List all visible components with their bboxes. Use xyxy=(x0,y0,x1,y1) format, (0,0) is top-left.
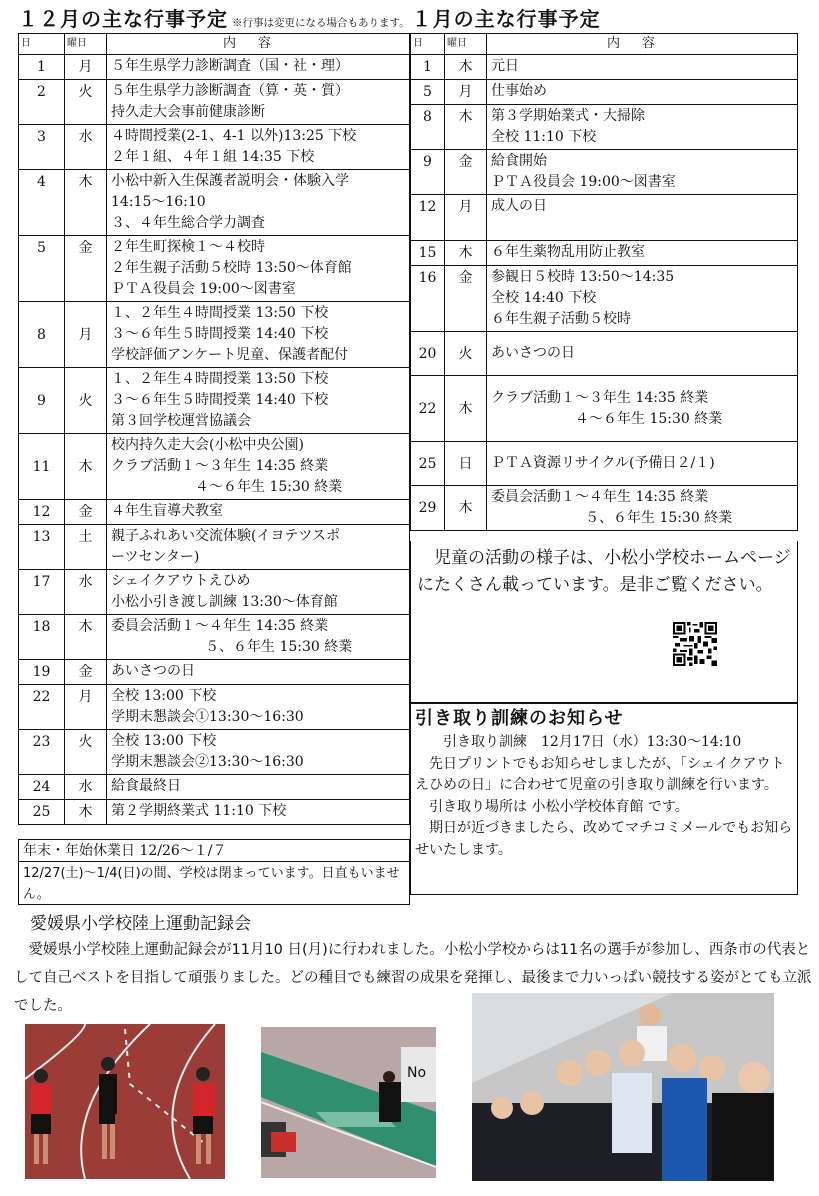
table-row: 12 金 ４年生盲導犬教室 xyxy=(19,500,410,525)
table-row: 8 月 １、２年生４時間授業 13:50 下校 ３〜６年生５時間授業 14:40 下校 学校評価アンケート児童、保護者配付 xyxy=(19,302,410,368)
table-row: 12 月 成人の日 xyxy=(411,195,798,241)
table-row: 16 金 参観日５校時 13:50〜14:35 全校 14:40 下校 ６年生親子活動５校時 xyxy=(411,266,798,332)
table-row: 5 月 仕事始め xyxy=(411,80,798,105)
table-row: 4 木 小松中新入生保護者説明会・体験入学 14:15〜16:10 ３、４年生総合学力調査 xyxy=(19,170,410,236)
homepage-notice-text: 児童の活動の様子は、小松小学校ホームページにたくさん載っています。是非ご覧ください。 xyxy=(417,548,791,595)
table-row: 13 土 親子ふれあい交流体験(イヨテツスポ ーツセンター) xyxy=(19,525,410,570)
table-row: 8 木 第３学期始業式・大掃除 全校 11:10 下校 xyxy=(411,105,798,150)
table-row: 24 水 給食最終日 xyxy=(19,775,410,800)
pickup-training-notice xyxy=(410,703,798,895)
page-header xyxy=(18,6,601,32)
athletics-body: 愛媛県小学校陸上運動記録会が11月10 日(月)に行われました。小松小学校からは11名の選手が参加し、西条市の代表として自己ベストを目指して頑張りました。どの種目でも練習の成果を発揮し、最後まで力いっぱい競技する姿がとても立派でした。 xyxy=(14,942,812,1014)
table-row: 1 月 ５年生県学力診断調査（国・社・理） xyxy=(19,55,410,80)
table-row: 2 火 ５年生県学力診断調査（算・英・質） 持久走大会事前健康診断 xyxy=(19,80,410,125)
table-row: 25 木 第２学期終業式 11:10 下校 xyxy=(19,800,410,825)
holiday-note: 年末・年始休業日 12/26〜１/７ xyxy=(18,839,410,862)
header-weekday: 曜日 xyxy=(65,34,107,55)
header-content: 内容 xyxy=(107,34,410,55)
table-header-row xyxy=(19,34,410,55)
table-row: 17 水 シェイクアウトえひめ 小松小引き渡し訓練 13:30〜体育館 xyxy=(19,570,410,615)
table-row: 9 火 １、２年生４時間授業 13:50 下校 ３〜６年生５時間授業 14:40 下校 第３回学校運営協議会 xyxy=(19,368,410,434)
photo-track-race-start xyxy=(25,1024,225,1179)
photo-team-group xyxy=(472,993,774,1181)
january-title: １月の主な行事予定 xyxy=(411,7,601,31)
table-row: 23 火 全校 13:00 下校 学期末懇談会②13:30〜16:30 xyxy=(19,730,410,775)
qr-code-icon[interactable] xyxy=(673,609,717,679)
table-row: 25 日 ＰＴＡ資源リサイクル(予備日２/１) xyxy=(411,442,798,486)
table-row: 20 火 あいさつの日 xyxy=(411,332,798,376)
athletics-title: 愛媛県小学校陸上運動記録会 xyxy=(30,914,251,934)
pickup-paragraph-3: 期日が近づきましたら、改めてマチコミメールでもお知らせいたします。 xyxy=(415,820,793,858)
table-row: 19 金 あいさつの日 xyxy=(19,660,410,685)
header-day: 日 xyxy=(19,34,65,55)
table-row: 3 水 ４時間授業(2-1、4-1 以外)13:25 下校 ２年１組、４年１組 14:35 下校 xyxy=(19,125,410,170)
table-row: 1 木 元日 xyxy=(411,55,798,80)
table-row: 9 金 給食開始 ＰＴＡ役員会 19:00〜図書室 xyxy=(411,150,798,195)
svg-text:No: No xyxy=(407,1065,427,1081)
header-day: 日 xyxy=(411,34,445,55)
table-header-row xyxy=(411,34,798,55)
december-title: １２月の主な行事予定 xyxy=(18,7,228,31)
january-schedule-table xyxy=(410,33,798,531)
header-content: 内容 xyxy=(487,34,798,55)
table-row: 29 木 委員会活動１〜４年生 14:35 終業 ５、６年生 15:30 終業 xyxy=(411,486,798,531)
pickup-schedule: 引き取り訓練 12月17日（水）13:30〜14:10 xyxy=(443,734,742,750)
pickup-paragraph-1: 先日プリントでもお知らせしましたが、「シェイクアウトえひめの日」に合わせて児童の引き取り訓練を行います。 xyxy=(415,755,785,793)
header-weekday: 曜日 xyxy=(445,34,487,55)
december-schedule-table xyxy=(18,33,410,825)
table-row: 18 木 委員会活動１〜４年生 14:35 終業 ５、６年生 15:30 終業 xyxy=(19,615,410,660)
pickup-paragraph-2: 引き取り場所は 小松小学校体育館 です。 xyxy=(429,798,689,815)
homepage-notice xyxy=(410,541,798,703)
pickup-title: 引き取り訓練のお知らせ xyxy=(415,708,624,729)
photo-long-jump xyxy=(261,1027,436,1178)
change-note: ※行事は変更になる場合もあります。 xyxy=(232,17,410,29)
table-row: 22 木 クラブ活動１〜３年生 14:35 終業 ４〜６年生 15:30 終業 xyxy=(411,376,798,442)
table-row: 11 木 校内持久走大会(小松中央公園) クラブ活動１〜３年生 14:35 終業 ４〜６年生 15:30 終業 xyxy=(19,434,410,500)
table-row: 15 木 ６年生薬物乱用防止教室 xyxy=(411,241,798,266)
school-closed-note: 12/27(土)〜1/4(日)の間、学校は閉まっています。日直もいません。 xyxy=(18,861,410,905)
table-row: 22 月 全校 13:00 下校 学期末懇談会①13:30〜16:30 xyxy=(19,685,410,730)
table-row: 5 金 ２年生町探検１〜４校時 ２年生親子活動５校時 13:50〜体育館 ＰＴＡ役員会 19:00〜図書室 xyxy=(19,236,410,302)
